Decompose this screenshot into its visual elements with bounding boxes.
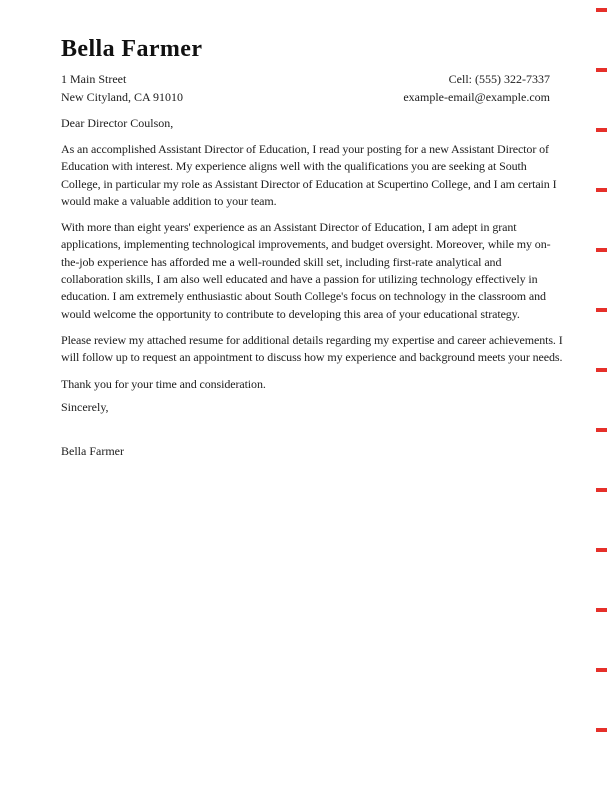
paragraph-line: Thank you for your time and consideration.	[61, 376, 266, 391]
paragraph-line: collaboration skills, I am also well educated and have a passion for utilizing technology effectively in	[61, 272, 538, 287]
paragraph-line: applications, implementing technological improvements, and budget oversight. Moreover, while my on-	[61, 237, 551, 252]
letter-paragraph	[61, 376, 550, 393]
letter-paragraph	[61, 332, 563, 367]
red-edge-mark	[596, 368, 607, 372]
paragraph-line: the-job experience has afforded me a well-rounded skill set, including first-rate analytical and	[61, 254, 502, 269]
page-title: Bella Farmer	[61, 36, 203, 62]
red-edge-mark	[596, 188, 607, 192]
closing-salutation: Sincerely,	[61, 399, 109, 414]
email-address: example-email@example.com	[403, 90, 550, 104]
red-edge-mark	[596, 488, 607, 492]
red-edge-mark	[596, 668, 607, 672]
paragraph-line: education. I am extremely enthusiastic about South College's focus on technology in the classroom and	[61, 289, 546, 304]
paragraph-line: would make a valuable addition to your team.	[61, 193, 277, 208]
paragraph-line: Education with interest. My experience aligns well with the qualifications you are seeking at South	[61, 159, 527, 174]
cell-phone: Cell: (555) 322-7337	[448, 72, 550, 86]
paragraph-line: would welcome the opportunity to contribute to developing this area of your educational strategy.	[61, 306, 520, 321]
address-block	[61, 70, 183, 106]
address-line-1: 1 Main Street	[61, 72, 127, 86]
red-edge-mark	[596, 308, 607, 312]
red-edge-mark	[596, 728, 607, 732]
red-edge-mark	[596, 548, 607, 552]
paragraph-line: Please review my attached resume for additional details regarding my expertise and career achievements. I	[61, 332, 563, 347]
contact-block	[403, 70, 550, 106]
paragraph-line: With more than eight years' experience as an Assistant Director of Education, I am adept in grant	[61, 220, 517, 235]
red-edge-mark	[596, 608, 607, 612]
letter-paragraph	[61, 141, 557, 210]
red-edge-mark	[596, 428, 607, 432]
red-edge-mark	[596, 248, 607, 252]
paragraph-line: As an accomplished Assistant Director of Education, I read your posting for a new Assistant Director of	[61, 142, 549, 156]
red-edge-mark	[596, 68, 607, 72]
address-line-2: New Cityland, CA 91010	[61, 90, 183, 104]
contact-row	[61, 70, 550, 106]
letter-paragraph	[61, 219, 550, 323]
salutation: Dear Director Coulson,	[61, 116, 174, 130]
paragraph-line: will follow up to request an appointment to discuss how my experience and background meets your needs.	[61, 350, 563, 365]
signature-name: Bella Farmer	[61, 443, 124, 458]
red-edge-mark	[596, 128, 607, 132]
paragraph-line: College, in particular my role as Assistant Director of Education at Scupertino College, and I am certain I	[61, 176, 557, 191]
red-edge-mark	[596, 8, 607, 12]
